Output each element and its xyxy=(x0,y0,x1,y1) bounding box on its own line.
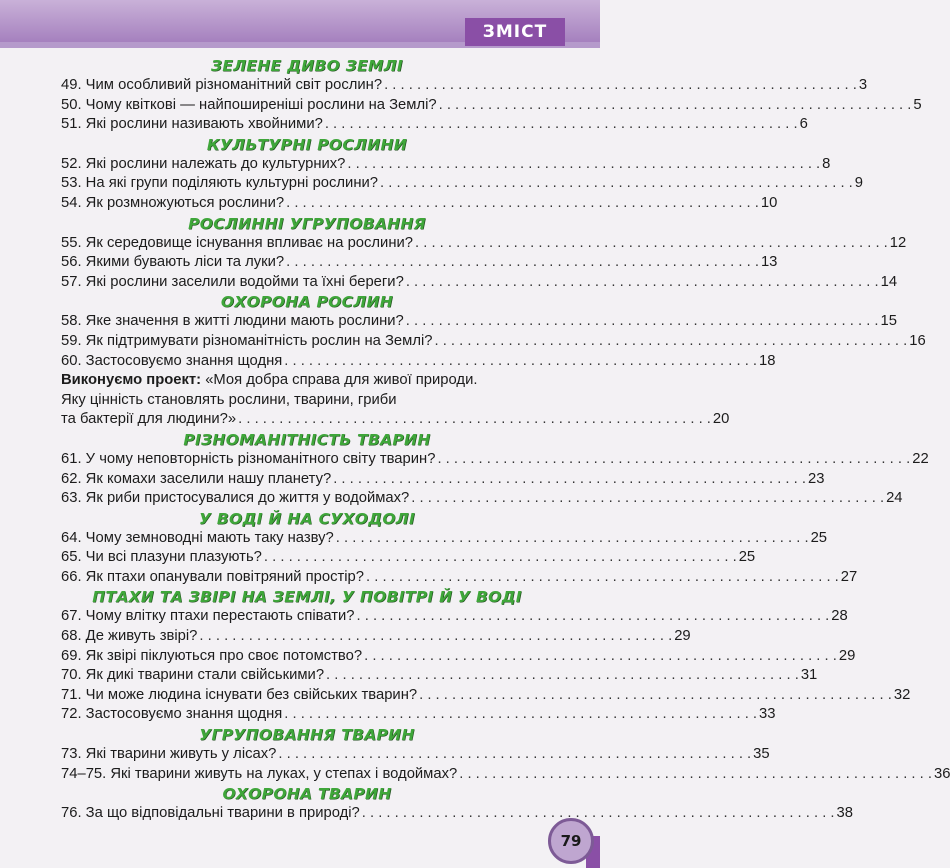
toc-entry[interactable] xyxy=(61,253,778,273)
project-text: та бактерії для людини?» xyxy=(61,411,237,428)
toc-entry[interactable] xyxy=(61,705,776,725)
toc-entry[interactable] xyxy=(61,548,756,568)
entry-page: 22 xyxy=(912,450,929,467)
toc-entry[interactable] xyxy=(61,115,808,135)
dot-leader xyxy=(437,450,910,470)
entry-page: 24 xyxy=(886,490,903,507)
dot-leader xyxy=(439,96,912,116)
project-line-2: Яку цінність становлять рослини, тварини, гриби xyxy=(61,391,397,408)
entry-page: 25 xyxy=(738,549,756,566)
dot-leader xyxy=(333,470,806,490)
entry-page: 25 xyxy=(810,529,828,546)
section-title: ЗЕЛЕНЕ ДИВО ЗЕМЛІ xyxy=(211,57,403,75)
toc-entry[interactable] xyxy=(61,745,770,765)
toc-entry[interactable] xyxy=(61,96,922,116)
entry-title: 49. Чим особливий різноманітний світ рослин? xyxy=(61,77,383,93)
dot-leader xyxy=(357,607,830,627)
entry-page: 38 xyxy=(836,805,854,822)
project-text: «Моя добра справа для живої природи. xyxy=(201,372,478,389)
section-title: ОХОРОНА ТВАРИН xyxy=(222,785,392,804)
toc-entry[interactable] xyxy=(61,489,903,509)
dot-leader xyxy=(284,705,757,725)
section-title: РІЗНОМАНІТНІСТЬ ТВАРИН xyxy=(183,430,431,449)
dot-leader xyxy=(366,568,839,588)
entry-page: 15 xyxy=(880,313,897,330)
page-number-badge: 79 xyxy=(548,818,594,864)
dot-leader xyxy=(326,666,799,686)
entry-title: 53. На які групи поділяють культурні рослини? xyxy=(61,175,378,192)
entry-page: 33 xyxy=(759,706,776,723)
entry-page: 8 xyxy=(822,155,831,172)
table-of-contents xyxy=(61,56,950,824)
dot-leader xyxy=(325,115,798,135)
section-title: РОСЛИННІ УГРУПОВАННЯ xyxy=(188,214,426,233)
entry-page: 23 xyxy=(807,470,825,487)
dot-leader xyxy=(286,194,759,214)
entry-title: 61. У чому неповторність різноманітного світу тварин? xyxy=(61,450,436,467)
entry-page: 10 xyxy=(760,194,778,211)
entry-title: 67. Чому влітку птахи перестають співати? xyxy=(61,608,355,625)
entry-title: 70. Як дикі тварини стали свійськими? xyxy=(61,667,325,684)
dot-leader xyxy=(284,352,757,372)
entry-page: 20 xyxy=(712,411,730,428)
section-title: УГРУПОВАННЯ ТВАРИН xyxy=(199,726,415,745)
entry-title: 65. Чи всі плазуни плазують? xyxy=(61,549,262,566)
toc-entry[interactable] xyxy=(61,450,929,470)
toc-entry[interactable] xyxy=(61,312,897,332)
entry-page: 31 xyxy=(800,667,818,684)
entry-page: 32 xyxy=(893,686,911,703)
dot-leader xyxy=(286,253,759,273)
toc-entry[interactable] xyxy=(61,194,778,214)
toc-entry[interactable] xyxy=(61,155,831,175)
entry-title: 73. Які тварини живуть у лісах? xyxy=(61,746,277,763)
entry-title: 72. Застосовуємо знання щодня xyxy=(61,706,283,723)
toc-entry[interactable] xyxy=(61,627,691,647)
entry-page: 6 xyxy=(799,116,808,133)
entry-page: 3 xyxy=(858,77,868,93)
dot-leader xyxy=(347,155,820,175)
entry-title: 74–75. Які тварини живуть на луках, у степах і водоймах? xyxy=(61,765,458,782)
entry-page: 27 xyxy=(840,568,858,585)
toc-entry[interactable] xyxy=(61,273,898,293)
entry-page: 12 xyxy=(889,234,907,251)
toc-entry[interactable] xyxy=(61,529,828,549)
dot-leader xyxy=(419,686,892,706)
dot-leader xyxy=(406,273,879,293)
dot-leader xyxy=(238,410,711,430)
section-title: КУЛЬТУРНІ РОСЛИНИ xyxy=(206,135,408,154)
toc-entry[interactable] xyxy=(61,76,868,96)
dot-leader xyxy=(362,804,835,824)
entry-title: 68. Де живуть звірі? xyxy=(61,628,198,645)
toc-entry[interactable] xyxy=(61,352,776,372)
toc-entry[interactable] xyxy=(61,765,950,785)
entry-title: 52. Які рослини належать до культурних? xyxy=(61,155,346,172)
entry-title: 71. Чи може людина існувати без свійських тварин? xyxy=(61,686,418,703)
contents-title: ЗМІСТ xyxy=(465,18,565,46)
entry-title: 62. Як комахи заселили нашу планету? xyxy=(61,470,332,487)
entry-title: 59. Як підтримувати різноманітність рослин на Землі? xyxy=(61,332,433,349)
section-title: ПТАХИ ТА ЗВІРІ НА ЗЕМЛІ, У ПОВІТРІ Й У ВОДІ xyxy=(92,588,522,607)
project-lead: Виконуємо проект: xyxy=(61,372,202,389)
entry-title: 54. Як розмножуються рослини? xyxy=(61,194,285,211)
project-entry[interactable] xyxy=(61,371,730,430)
entry-title: 64. Чому земноводні мають таку назву? xyxy=(61,529,334,546)
entry-title: 58. Яке значення в житті людини мають рослини? xyxy=(61,313,404,330)
project-line-1 xyxy=(61,371,553,391)
dot-leader xyxy=(336,529,809,549)
entry-title: 50. Чому квіткові — найпоширеніші рослини на Землі? xyxy=(61,96,437,113)
toc-entry[interactable] xyxy=(61,686,911,706)
entry-page: 18 xyxy=(759,352,776,369)
toc-entry[interactable] xyxy=(61,804,854,824)
entry-title: 66. Як птахи опанували повітряний простір? xyxy=(61,568,365,585)
entry-page: 16 xyxy=(909,332,926,349)
dot-leader xyxy=(278,745,751,765)
entry-title: 60. Застосовуємо знання щодня xyxy=(61,352,283,369)
project-line-3 xyxy=(61,410,730,430)
entry-title: 69. Як звірі піклуються про своє потомство? xyxy=(61,647,363,664)
toc-entry[interactable] xyxy=(61,607,848,627)
entry-page: 35 xyxy=(753,746,770,763)
entry-page: 9 xyxy=(854,175,864,192)
entry-page: 36 xyxy=(934,765,950,782)
entry-page: 13 xyxy=(760,254,778,271)
toc-entry[interactable] xyxy=(61,647,856,667)
toc-entry[interactable] xyxy=(61,174,864,194)
toc-entry[interactable] xyxy=(61,470,825,490)
dot-leader xyxy=(380,174,853,194)
toc-entry[interactable] xyxy=(61,568,858,588)
dot-leader xyxy=(411,489,884,509)
entry-title: 76. За що відповідальні тварини в природі? xyxy=(61,805,360,822)
toc-entry[interactable] xyxy=(61,332,926,352)
entry-title: 57. Які рослини заселили водойми та їхні береги? xyxy=(61,273,404,290)
entry-title: 56. Якими бувають ліси та луки? xyxy=(61,254,285,271)
dot-leader xyxy=(406,312,879,332)
dot-leader xyxy=(415,234,888,254)
entry-page: 14 xyxy=(880,273,898,290)
entry-page: 28 xyxy=(831,608,848,625)
dot-leader xyxy=(264,548,737,568)
entry-title: 63. Як риби пристосувалися до життя у водоймах? xyxy=(61,490,410,507)
dot-leader xyxy=(459,765,932,785)
dot-leader xyxy=(199,627,672,647)
entry-page: 5 xyxy=(913,96,922,113)
toc-entry[interactable] xyxy=(61,666,818,686)
entry-page: 29 xyxy=(838,647,856,664)
entry-title: 51. Які рослини називають хвойними? xyxy=(61,116,323,133)
section-title: ОХОРОНА РОСЛИН xyxy=(220,293,394,312)
entry-title: 55. Як середовище існування впливає на рослини? xyxy=(61,234,413,251)
toc-entry[interactable] xyxy=(61,234,907,254)
entry-page: 29 xyxy=(674,628,691,645)
dot-leader xyxy=(364,647,837,667)
dot-leader xyxy=(434,332,907,352)
dot-leader xyxy=(384,76,857,96)
section-title: У ВОДІ Й НА СУХОДОЛІ xyxy=(198,509,416,528)
